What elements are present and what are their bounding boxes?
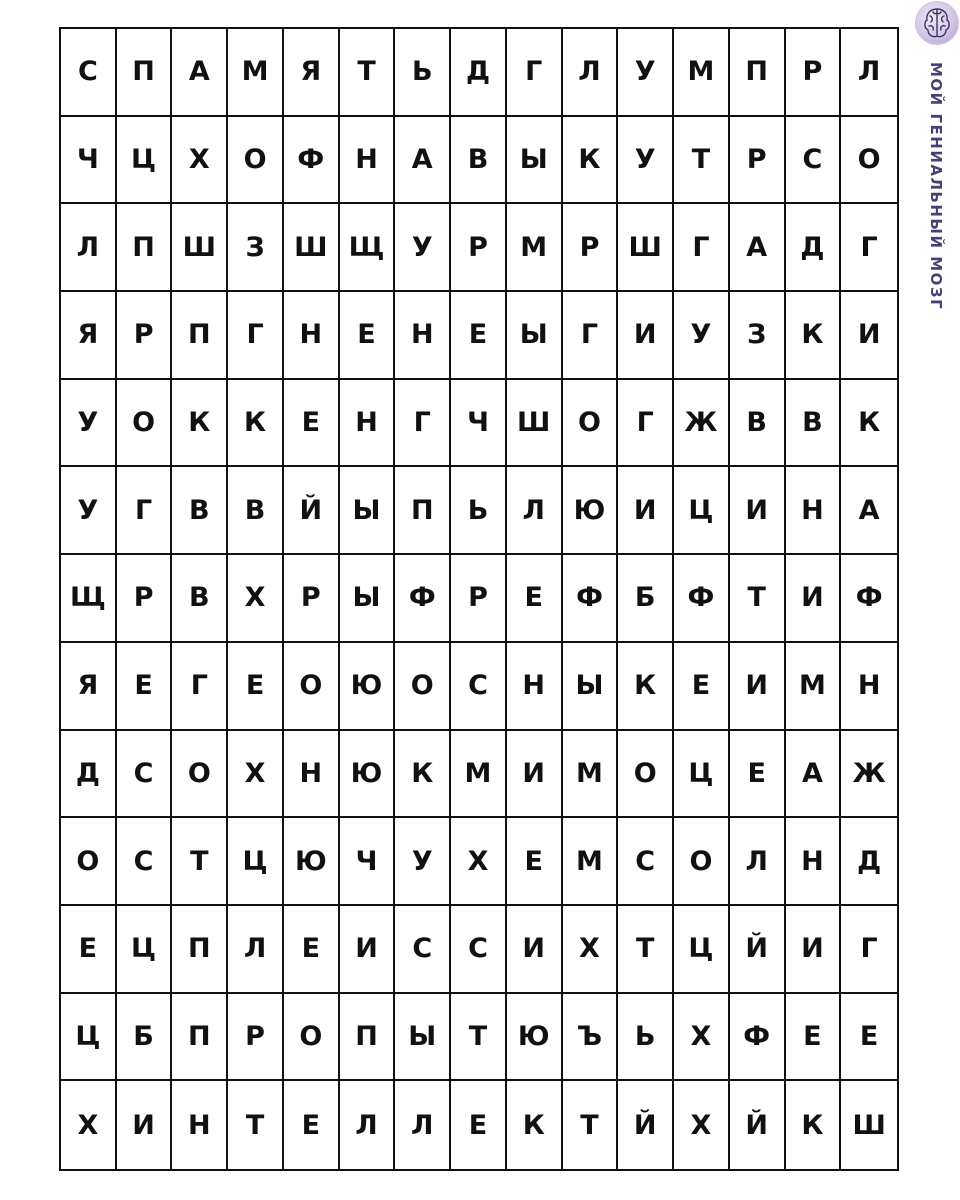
grid-cell[interactable]: Е: [451, 1081, 507, 1169]
grid-cell[interactable]: О: [841, 117, 897, 205]
grid-cell[interactable]: Е: [340, 292, 396, 380]
grid-cell[interactable]: Н: [284, 292, 340, 380]
grid-cell[interactable]: У: [618, 29, 674, 117]
grid-cell[interactable]: Е: [786, 994, 842, 1082]
grid-cell[interactable]: Д: [61, 731, 117, 819]
grid-cell[interactable]: Г: [563, 292, 619, 380]
grid-cell[interactable]: И: [786, 555, 842, 643]
grid-cell[interactable]: Г: [841, 906, 897, 994]
grid-cell[interactable]: Й: [284, 467, 340, 555]
grid-cell[interactable]: С: [451, 643, 507, 731]
grid-cell[interactable]: М: [786, 643, 842, 731]
grid-cell[interactable]: Д: [841, 818, 897, 906]
grid-cell[interactable]: Е: [284, 906, 340, 994]
grid-cell[interactable]: У: [395, 818, 451, 906]
grid-cell[interactable]: Н: [786, 818, 842, 906]
grid-cell[interactable]: Л: [340, 1081, 396, 1169]
grid-cell[interactable]: Р: [284, 555, 340, 643]
grid-cell[interactable]: К: [172, 380, 228, 468]
grid-cell[interactable]: Д: [786, 204, 842, 292]
grid-cell[interactable]: К: [563, 117, 619, 205]
grid-cell[interactable]: Х: [451, 818, 507, 906]
grid-cell[interactable]: Е: [284, 1081, 340, 1169]
grid-cell[interactable]: Е: [228, 643, 284, 731]
grid-cell[interactable]: М: [228, 29, 284, 117]
grid-cell[interactable]: Р: [117, 555, 173, 643]
grid-cell[interactable]: Ы: [340, 555, 396, 643]
grid-cell[interactable]: Н: [284, 731, 340, 819]
grid-cell[interactable]: Ц: [117, 906, 173, 994]
grid-cell[interactable]: С: [618, 818, 674, 906]
grid-cell[interactable]: Л: [61, 204, 117, 292]
grid-cell[interactable]: Ч: [61, 117, 117, 205]
grid-cell[interactable]: К: [786, 1081, 842, 1169]
grid-cell[interactable]: Ю: [340, 731, 396, 819]
grid-cell[interactable]: Г: [674, 204, 730, 292]
grid-cell[interactable]: Е: [730, 731, 786, 819]
grid-cell[interactable]: О: [172, 731, 228, 819]
grid-cell[interactable]: У: [674, 292, 730, 380]
grid-cell[interactable]: Е: [117, 643, 173, 731]
grid-cell[interactable]: Х: [61, 1081, 117, 1169]
grid-cell[interactable]: П: [172, 292, 228, 380]
grid-cell[interactable]: Щ: [340, 204, 396, 292]
grid-cell[interactable]: У: [61, 380, 117, 468]
grid-cell[interactable]: Ы: [340, 467, 396, 555]
grid-cell[interactable]: О: [563, 380, 619, 468]
grid-cell[interactable]: П: [172, 994, 228, 1082]
grid-cell[interactable]: Е: [284, 380, 340, 468]
grid-cell[interactable]: В: [451, 117, 507, 205]
grid-cell[interactable]: Г: [395, 380, 451, 468]
grid-cell[interactable]: Ь: [618, 994, 674, 1082]
grid-cell[interactable]: Б: [117, 994, 173, 1082]
grid-cell[interactable]: П: [340, 994, 396, 1082]
brain-icon: [916, 2, 958, 44]
grid-cell[interactable]: Л: [228, 906, 284, 994]
grid-cell[interactable]: К: [841, 380, 897, 468]
grid-cell[interactable]: У: [61, 467, 117, 555]
grid-cell[interactable]: Ф: [395, 555, 451, 643]
grid-cell[interactable]: Ш: [172, 204, 228, 292]
grid-cell[interactable]: И: [618, 467, 674, 555]
grid-cell[interactable]: Х: [172, 117, 228, 205]
grid-cell[interactable]: Ю: [563, 467, 619, 555]
grid-cell[interactable]: Т: [674, 117, 730, 205]
grid-cell[interactable]: А: [841, 467, 897, 555]
grid-cell[interactable]: Щ: [61, 555, 117, 643]
grid-cell[interactable]: Р: [786, 29, 842, 117]
grid-cell[interactable]: Ь: [395, 29, 451, 117]
grid-cell[interactable]: Р: [117, 292, 173, 380]
grid-cell[interactable]: Е: [674, 643, 730, 731]
grid-cell[interactable]: Е: [507, 555, 563, 643]
grid-cell[interactable]: Н: [172, 1081, 228, 1169]
grid-cell[interactable]: О: [228, 117, 284, 205]
grid-cell[interactable]: Т: [172, 818, 228, 906]
grid-cell[interactable]: Т: [730, 555, 786, 643]
grid-cell[interactable]: А: [172, 29, 228, 117]
grid-cell[interactable]: Н: [841, 643, 897, 731]
grid-cell[interactable]: Ю: [507, 994, 563, 1082]
grid-cell[interactable]: Я: [284, 29, 340, 117]
grid-cell[interactable]: Ф: [674, 555, 730, 643]
grid-cell[interactable]: Ы: [395, 994, 451, 1082]
grid-cell[interactable]: К: [228, 380, 284, 468]
grid-cell[interactable]: Г: [117, 467, 173, 555]
grid-cell[interactable]: Х: [674, 1081, 730, 1169]
word-search-grid: [59, 27, 899, 1171]
grid-cell[interactable]: Ж: [841, 731, 897, 819]
grid-cell[interactable]: Я: [61, 643, 117, 731]
grid-cell[interactable]: Ю: [284, 818, 340, 906]
grid-cell[interactable]: М: [451, 731, 507, 819]
grid-cell[interactable]: Ъ: [563, 994, 619, 1082]
grid-cell[interactable]: Ы: [507, 292, 563, 380]
grid-cell[interactable]: Ь: [451, 467, 507, 555]
grid-cell[interactable]: И: [618, 292, 674, 380]
grid-cell[interactable]: З: [228, 204, 284, 292]
grid-cell[interactable]: Р: [451, 204, 507, 292]
grid-cell[interactable]: У: [618, 117, 674, 205]
grid-cell[interactable]: Т: [451, 994, 507, 1082]
grid-cell[interactable]: Г: [172, 643, 228, 731]
grid-cell[interactable]: О: [618, 731, 674, 819]
grid-cell[interactable]: С: [786, 117, 842, 205]
grid-cell[interactable]: П: [117, 204, 173, 292]
grid-cell[interactable]: С: [117, 731, 173, 819]
grid-cell[interactable]: В: [228, 467, 284, 555]
grid-cell[interactable]: Д: [451, 29, 507, 117]
grid-cell[interactable]: З: [730, 292, 786, 380]
grid-cell[interactable]: Ф: [841, 555, 897, 643]
grid-cell[interactable]: Я: [61, 292, 117, 380]
grid-cell[interactable]: Г: [228, 292, 284, 380]
grid-cell[interactable]: О: [284, 643, 340, 731]
grid-cell[interactable]: И: [841, 292, 897, 380]
grid-cell[interactable]: П: [172, 906, 228, 994]
grid-cell[interactable]: Х: [674, 994, 730, 1082]
grid-cell[interactable]: Й: [618, 1081, 674, 1169]
grid-cell[interactable]: Ш: [284, 204, 340, 292]
grid-cell[interactable]: И: [730, 643, 786, 731]
grid-cell[interactable]: Р: [730, 117, 786, 205]
grid-cell[interactable]: М: [674, 29, 730, 117]
grid-cell[interactable]: Ф: [284, 117, 340, 205]
grid-cell[interactable]: И: [117, 1081, 173, 1169]
brand-title: МОЙ ГЕНИАЛЬНЫЙ МОЗГ: [927, 62, 945, 311]
grid-cell[interactable]: О: [117, 380, 173, 468]
grid-cell[interactable]: Ш: [618, 204, 674, 292]
grid-cell[interactable]: С: [117, 818, 173, 906]
grid-cell[interactable]: Е: [841, 994, 897, 1082]
grid-cell[interactable]: В: [730, 380, 786, 468]
grid-cell[interactable]: Г: [618, 380, 674, 468]
grid-cell[interactable]: С: [61, 29, 117, 117]
grid-cell[interactable]: Ю: [340, 643, 396, 731]
grid-cell[interactable]: И: [507, 731, 563, 819]
grid-cell[interactable]: К: [507, 1081, 563, 1169]
grid-cell[interactable]: Н: [786, 467, 842, 555]
grid-cell[interactable]: Ц: [674, 467, 730, 555]
grid-cell[interactable]: Й: [730, 906, 786, 994]
grid-cell[interactable]: А: [730, 204, 786, 292]
grid-cell[interactable]: Ц: [228, 818, 284, 906]
grid-cell[interactable]: Х: [228, 555, 284, 643]
grid-cell[interactable]: Л: [563, 29, 619, 117]
grid-cell[interactable]: О: [395, 643, 451, 731]
grid-cell[interactable]: Ы: [507, 117, 563, 205]
grid-cell[interactable]: Н: [395, 292, 451, 380]
grid-cell[interactable]: Ц: [61, 994, 117, 1082]
grid-cell[interactable]: Е: [451, 292, 507, 380]
grid-cell[interactable]: В: [786, 380, 842, 468]
grid-cell[interactable]: И: [507, 906, 563, 994]
grid-cell[interactable]: Т: [618, 906, 674, 994]
grid-cell[interactable]: К: [618, 643, 674, 731]
grid-cell[interactable]: Е: [507, 818, 563, 906]
grid-cell[interactable]: М: [563, 818, 619, 906]
grid-cell[interactable]: Й: [730, 1081, 786, 1169]
grid-cell[interactable]: С: [451, 906, 507, 994]
grid-cell[interactable]: Ц: [117, 117, 173, 205]
grid-cell[interactable]: Х: [228, 731, 284, 819]
grid-cell[interactable]: Т: [563, 1081, 619, 1169]
grid-cell[interactable]: И: [340, 906, 396, 994]
grid-cell[interactable]: Л: [841, 29, 897, 117]
grid-cell[interactable]: М: [563, 731, 619, 819]
grid-cell[interactable]: С: [395, 906, 451, 994]
grid-cell[interactable]: А: [786, 731, 842, 819]
grid-cell[interactable]: Г: [841, 204, 897, 292]
grid-cell[interactable]: Б: [618, 555, 674, 643]
grid-cell[interactable]: П: [117, 29, 173, 117]
grid-cell[interactable]: К: [395, 731, 451, 819]
grid-cell[interactable]: Н: [340, 380, 396, 468]
grid-cell[interactable]: Р: [563, 204, 619, 292]
grid-cell[interactable]: О: [61, 818, 117, 906]
grid-cell[interactable]: Н: [507, 643, 563, 731]
grid-cell[interactable]: Л: [507, 467, 563, 555]
grid-cell[interactable]: Л: [730, 818, 786, 906]
grid-cell[interactable]: Е: [61, 906, 117, 994]
grid-cell[interactable]: Ш: [852, 1109, 886, 1141]
grid-cell[interactable]: Л: [395, 1081, 451, 1169]
grid-cell[interactable]: О: [674, 818, 730, 906]
grid-cell[interactable]: У: [395, 204, 451, 292]
grid-cell[interactable]: О: [284, 994, 340, 1082]
grid-cell[interactable]: Ы: [563, 643, 619, 731]
grid-cell[interactable]: Ц: [674, 906, 730, 994]
grid-cell[interactable]: Х: [563, 906, 619, 994]
grid-cell[interactable]: Т: [228, 1081, 284, 1169]
grid-cell[interactable]: И: [730, 467, 786, 555]
grid-cell[interactable]: Р: [228, 994, 284, 1082]
grid-cell[interactable]: П: [730, 29, 786, 117]
grid-cell[interactable]: Ф: [730, 994, 786, 1082]
grid-cell[interactable]: Ч: [451, 380, 507, 468]
grid-cell[interactable]: Ч: [340, 818, 396, 906]
grid-cell[interactable]: Ш: [507, 380, 563, 468]
grid-cell[interactable]: И: [786, 906, 842, 994]
grid-cell[interactable]: Ф: [563, 555, 619, 643]
grid-cell[interactable]: В: [172, 555, 228, 643]
grid-cell[interactable]: Н: [340, 117, 396, 205]
grid-cell[interactable]: А: [395, 117, 451, 205]
grid-cell[interactable]: Р: [451, 555, 507, 643]
grid-cell[interactable]: Г: [507, 29, 563, 117]
grid-cell[interactable]: Т: [340, 29, 396, 117]
grid-cell[interactable]: М: [507, 204, 563, 292]
grid-cell[interactable]: П: [395, 467, 451, 555]
grid-cell[interactable]: Ц: [674, 731, 730, 819]
grid-cell[interactable]: Ж: [674, 380, 730, 468]
grid-cell[interactable]: К: [786, 292, 842, 380]
grid-cell[interactable]: В: [172, 467, 228, 555]
